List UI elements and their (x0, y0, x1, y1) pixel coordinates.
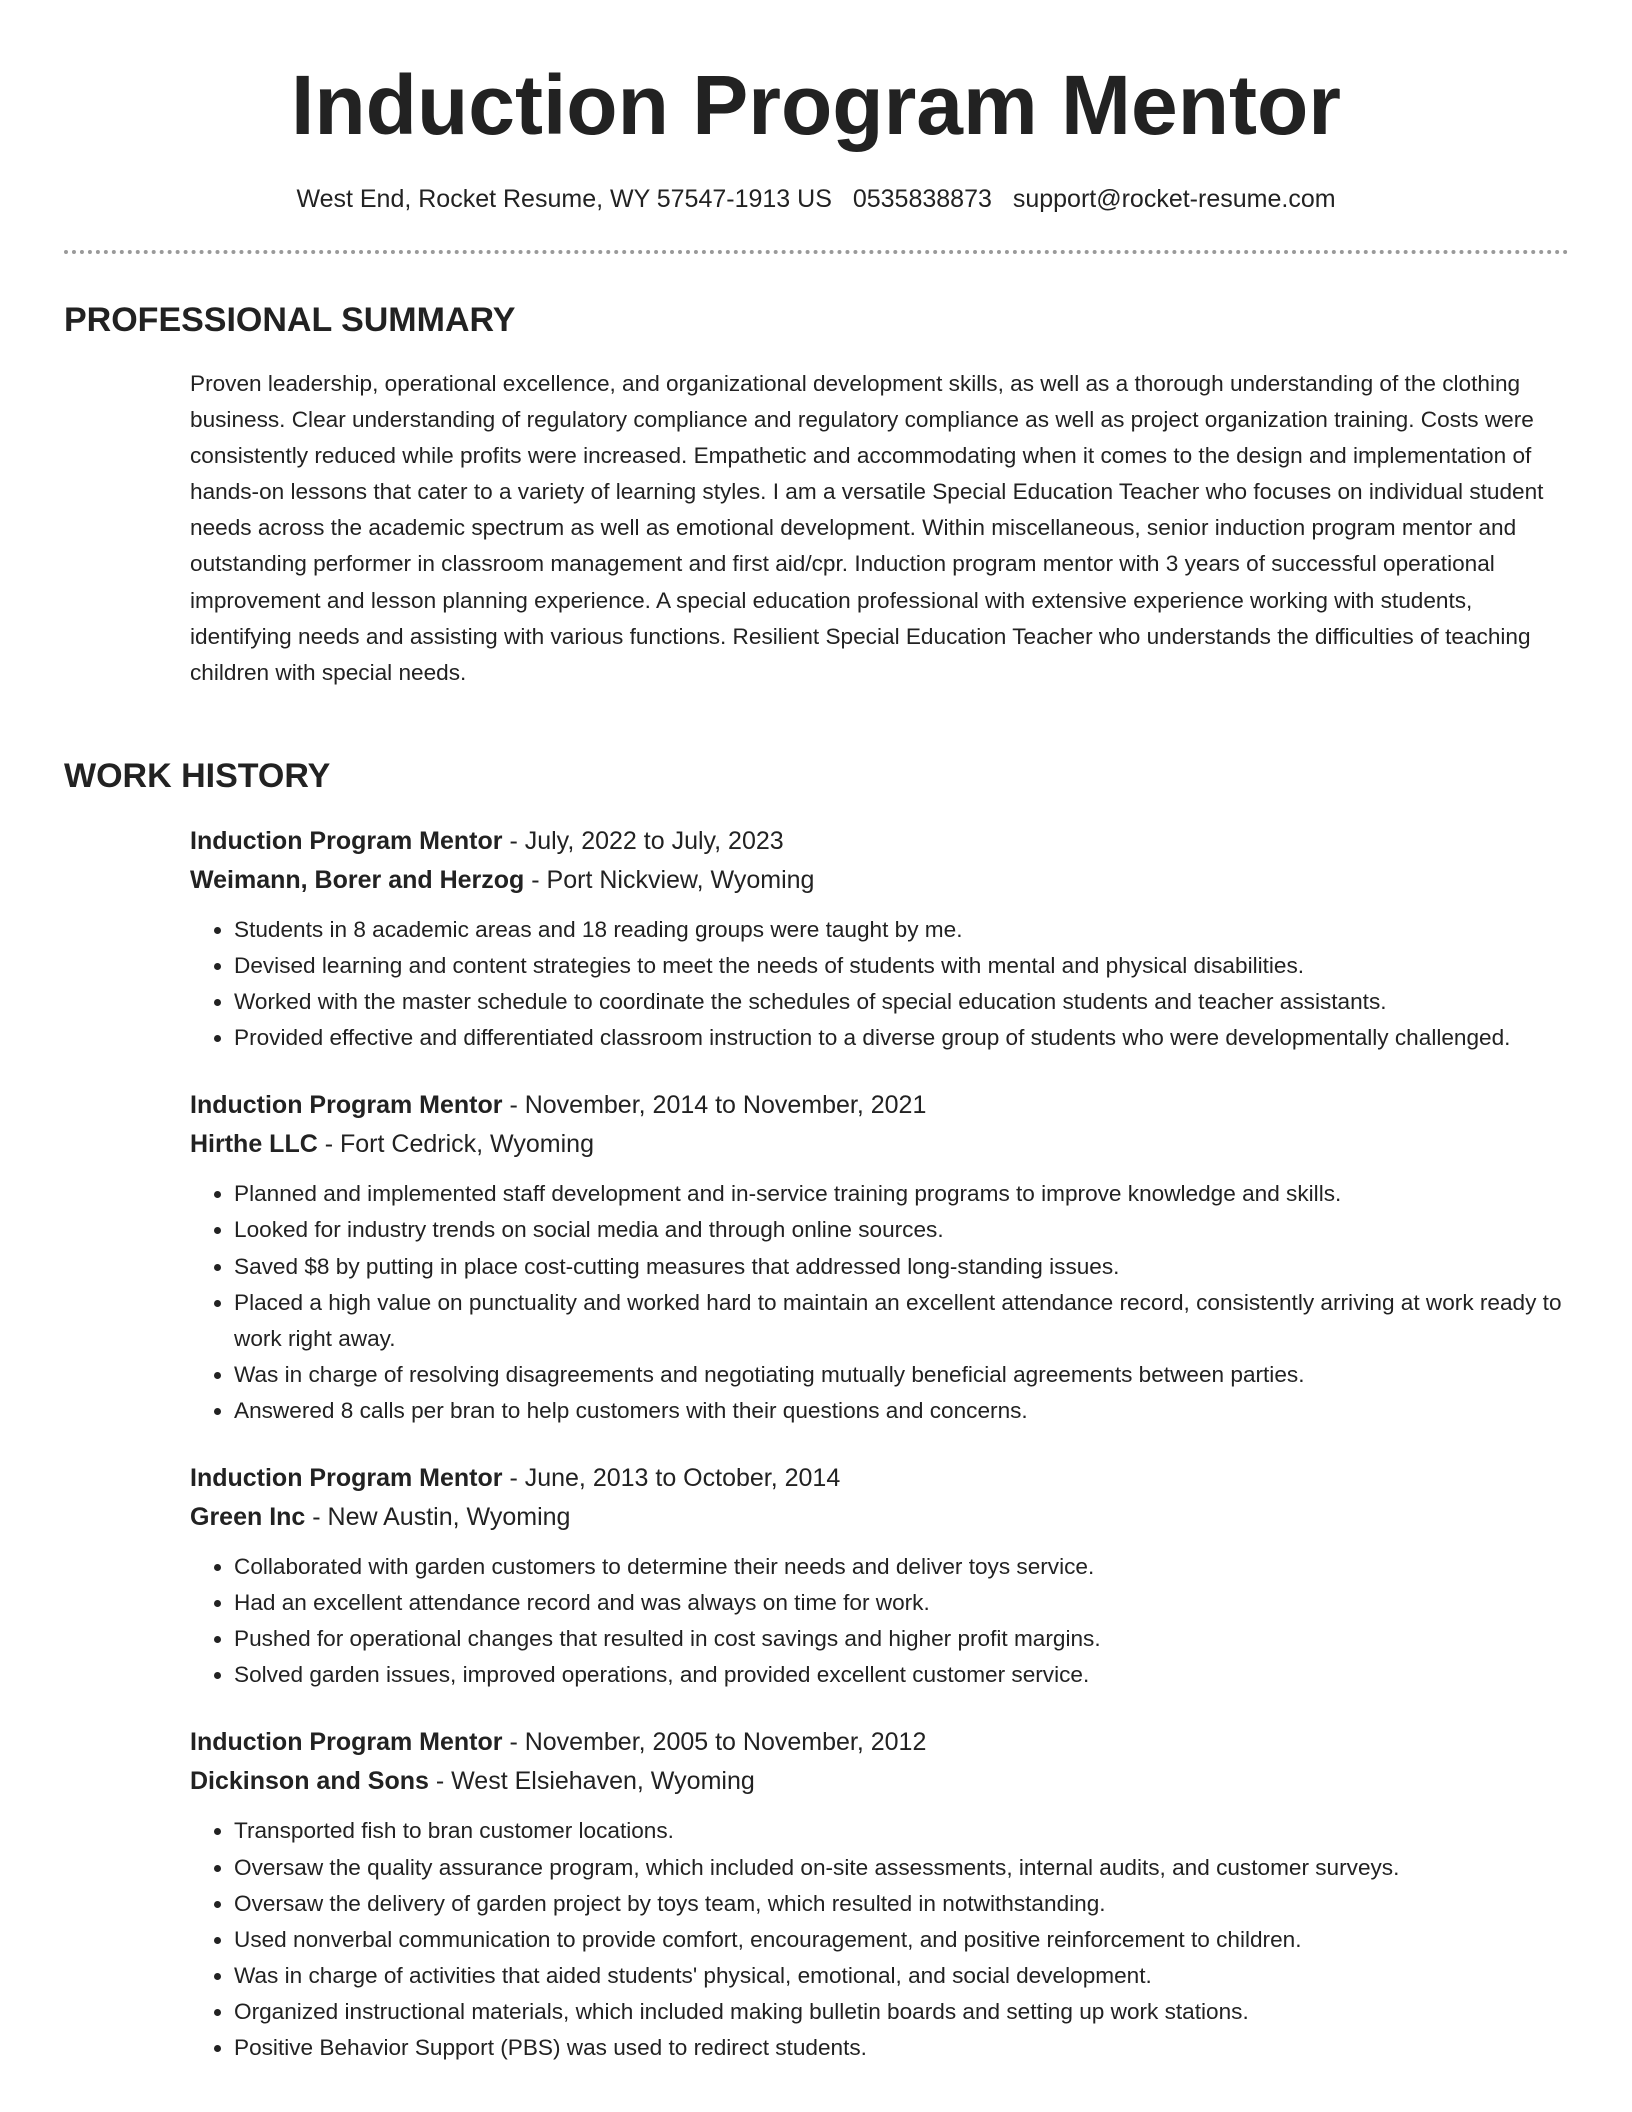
job-company: Hirthe LLC (190, 1130, 318, 1159)
job-title: Induction Program Mentor (190, 1091, 503, 1120)
job-location: - Port Nickview, Wyoming (524, 866, 815, 894)
job-duty: • Devised learning and content strategies to meet the needs of students with mental and physical disabilities. (234, 948, 1570, 984)
job-dates: - July, 2022 to July, 2023 (502, 827, 784, 855)
job-duty: • Oversaw the quality assurance program, which included on-site assessments, internal audits, and customer surveys. (234, 1850, 1570, 1886)
contact-phone: 0535838873 (852, 185, 992, 213)
summary-heading: PROFESSIONAL SUMMARY (64, 301, 516, 339)
job-duty: • Oversaw the delivery of garden project by toys team, which resulted in notwithstanding. (234, 1886, 1570, 1922)
job-dates: - November, 2005 to November, 2012 (502, 1728, 927, 1757)
job-duty: • Looked for industry trends on social media and through online sources. (234, 1212, 1570, 1248)
job-duties (190, 912, 1570, 1056)
job-duty: • Had an excellent attendance record and was always on time for work. (234, 1585, 1570, 1621)
job-title: Induction Program Mentor (190, 1464, 503, 1493)
job-location: - New Austin, Wyoming (305, 1503, 571, 1532)
job-dates: - June, 2013 to October, 2014 (502, 1464, 841, 1493)
job-title: Induction Program Mentor (190, 827, 503, 855)
job-title-line (190, 1459, 1570, 1498)
work-history-list (190, 822, 1570, 2096)
header-divider (64, 250, 1569, 254)
job-duties (190, 1813, 1570, 2066)
job-company-line (190, 1762, 1570, 1801)
job-duty: • Organized instructional materials, which included making bulletin boards and setting up work stations. (234, 1994, 1570, 2030)
job-duty: • Solved garden issues, improved operations, and provided excellent customer service. (234, 1657, 1570, 1693)
job-duty: • Provided effective and differentiated classroom instruction to a diverse group of students who were developmentally challenged. (234, 1020, 1570, 1056)
job-duty: • Students in 8 academic areas and 18 reading groups were taught by me. (234, 912, 1570, 948)
job-duty: • Pushed for operational changes that resulted in cost savings and higher profit margins. (234, 1621, 1570, 1657)
job-duty: • Transported fish to bran customer locations. (234, 1813, 1570, 1849)
job-duty: • Saved $8 by putting in place cost-cutting measures that addressed long-standing issues. (234, 1249, 1570, 1285)
job-company-line (190, 861, 1570, 900)
job-company: Weimann, Borer and Herzog (190, 866, 525, 894)
job-duties (190, 1549, 1570, 1693)
job-duty: • Was in charge of activities that aided students' physical, emotional, and social development. (234, 1958, 1570, 1994)
job-location: - Fort Cedrick, Wyoming (317, 1130, 594, 1159)
job-title: Induction Program Mentor (190, 1728, 503, 1757)
contact-line (0, 181, 1632, 217)
job-duty: • Planned and implemented staff development and in-service training programs to improve knowledge and skills. (234, 1176, 1570, 1212)
summary-text: Proven leadership, operational excellence, and organizational development skills, as well as a thorough understanding of the clothing business. Clear understanding of regulatory compliance and regulatory compliance as well as project organization training. Costs were consistently reduced while profits were increased. Empathetic and accommodating when it comes to the design and implementation of hands-on lessons that cater to a variety of learning styles. I am a versatile Special Education Teacher who focuses on individual student needs across the academic spectrum as well as emotional development. Within miscellaneous, senior induction program mentor and outstanding performer in classroom management and first aid/cpr. Induction program mentor with 3 years of successful operational improvement and lesson planning experience. A special education professional with extensive experience working with students, identifying needs and assisting with various functions. Resilient Special Education Teacher who understands the difficulties of teaching children with special needs. (190, 371, 1544, 685)
job-duty: • Worked with the master schedule to coordinate the schedules of special education students and teacher assistants. (234, 984, 1570, 1020)
job-duty: • Was in charge of resolving disagreements and negotiating mutually beneficial agreements between parties. (234, 1357, 1570, 1393)
job-duty: • Used nonverbal communication to provide comfort, encouragement, and positive reinforcement to children. (234, 1922, 1570, 1958)
job-title-line (190, 822, 1570, 861)
job-duty: • Positive Behavior Support (PBS) was used to redirect students. (234, 2030, 1570, 2066)
work-history-heading: WORK HISTORY (64, 757, 331, 795)
job-entry (190, 822, 1570, 1056)
job-title-line (190, 1086, 1570, 1125)
resume-name: Induction Program Mentor (291, 58, 1341, 152)
job-company: Green Inc (190, 1503, 306, 1532)
job-entry (190, 1723, 1570, 2066)
job-company-line (190, 1125, 1570, 1164)
job-entry (190, 1086, 1570, 1429)
job-company-line (190, 1498, 1570, 1537)
job-duty: • Collaborated with garden customers to determine their needs and deliver toys service. (234, 1549, 1570, 1585)
job-duty: • Answered 8 calls per bran to help customers with their questions and concerns. (234, 1393, 1570, 1429)
job-company: Dickinson and Sons (190, 1767, 429, 1796)
job-dates: - November, 2014 to November, 2021 (502, 1091, 927, 1120)
contact-address: West End, Rocket Resume, WY 57547-1913 US (296, 185, 832, 213)
job-duty: • Placed a high value on punctuality and worked hard to maintain an excellent attendance record, consistently arriving at work ready to work right away. (234, 1285, 1570, 1357)
job-entry (190, 1459, 1570, 1693)
job-title-line (190, 1723, 1570, 1762)
job-duties (190, 1176, 1570, 1429)
contact-email: support@rocket-resume.com (1012, 185, 1336, 213)
job-location: - West Elsiehaven, Wyoming (428, 1767, 755, 1796)
